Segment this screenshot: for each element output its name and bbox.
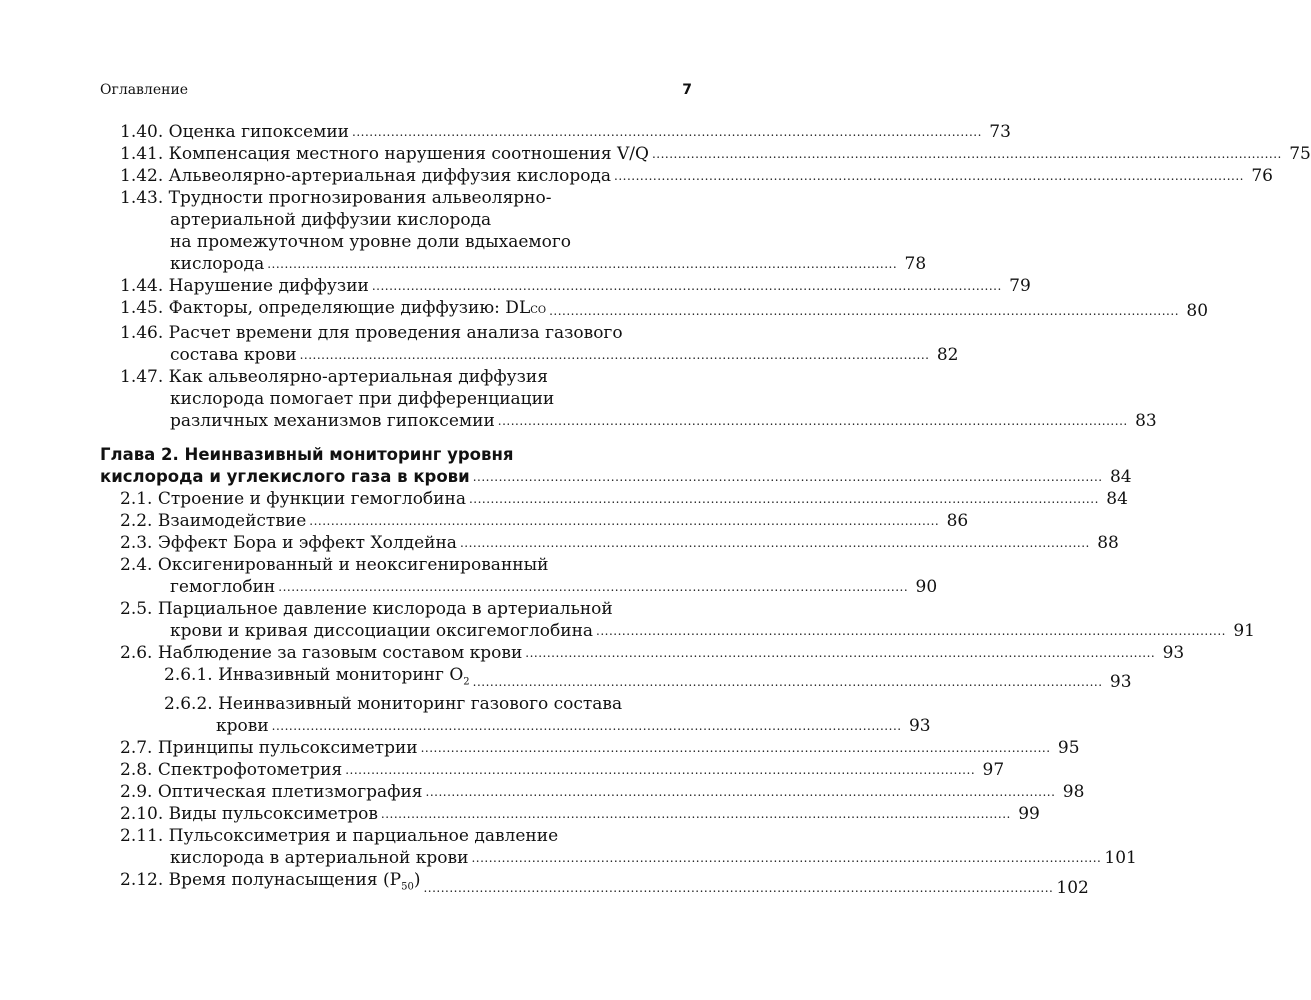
leader-dots: .................................................................................................................................................. <box>651 147 1282 161</box>
leader-dots: .................................................................................................................................................. <box>497 414 1128 428</box>
entry-number: 2.8. <box>120 760 153 781</box>
entry-number: 2.9. <box>120 782 153 803</box>
leader-dots: .................................................................................................................................................. <box>468 492 1099 506</box>
entry-title: Эффект Бора и эффект Холдейна <box>157 533 457 553</box>
toc-entry-1-41[interactable] <box>100 143 1311 165</box>
entry-title-line2: крови и кривая диссоциации оксигемоглобина <box>170 621 594 641</box>
toc-entry-1-43[interactable] <box>100 187 927 275</box>
chapter-title-line1: Глава 2. Неинвазивный мониторинг уровня <box>100 445 514 464</box>
leader-dots: .................................................................................................................................................. <box>352 125 982 139</box>
entry-title-line2: крови <box>216 716 269 737</box>
entry-title-line1: Неинвазивный мониторинг газового состава <box>218 694 623 715</box>
entry-title-line3: различных механизмов гипоксемии <box>170 411 495 431</box>
entry-title: Наблюдение за газовым составом крови <box>157 643 523 663</box>
toc-entry-2-5[interactable] <box>100 598 1255 642</box>
leader-dots: .................................................................................................................................................. <box>271 719 902 734</box>
entry-title-line1: Парциальное давление кислорода в артериальной <box>157 599 613 619</box>
entry-number: 2.5. <box>120 599 153 619</box>
entry-title-line1: Оксигенированный и неоксигенированный <box>157 555 549 575</box>
entry-number: 1.40. <box>120 122 164 142</box>
leader-dots: .................................................................................................................................................. <box>472 675 1103 690</box>
entry-title: Факторы, определяющие диффузию: DL <box>168 298 531 318</box>
running-title: Оглавление <box>100 82 189 98</box>
entry-page: 91 <box>1233 621 1255 641</box>
entry-title: Принципы пульсоксиметрии <box>157 738 418 759</box>
entry-title-line2: состава крови <box>170 345 297 365</box>
entry-number: 1.45. <box>120 298 164 318</box>
entry-page: 97 <box>982 760 1005 781</box>
entry-title: Оптическая плетизмография <box>157 782 423 803</box>
entry-title: Альвеолярно-артериальная диффузия кислорода <box>168 166 612 186</box>
entry-title: Спектрофотометрия <box>157 760 343 781</box>
entry-title-subscript: CO <box>530 305 547 316</box>
entry-page: 76 <box>1251 166 1273 186</box>
entry-number: 2.7. <box>120 738 153 759</box>
toc-entry-2-1[interactable] <box>100 488 1128 510</box>
entry-title: Взаимодействие <box>157 511 307 531</box>
entry-title-line2: кислорода помогает при дифференциации <box>170 389 555 409</box>
table-of-contents <box>100 121 1311 899</box>
entry-title: Инвазивный мониторинг O <box>218 665 464 685</box>
toc-entry-2-6-2[interactable] <box>100 693 931 737</box>
toc-entry-2-10[interactable] <box>100 803 1040 825</box>
entry-page: 83 <box>1135 411 1157 431</box>
leader-dots: .................................................................................................................................................. <box>278 580 909 594</box>
toc-entry-1-47[interactable] <box>100 366 1157 432</box>
leader-dots: .................................................................................................................................................. <box>380 807 1011 822</box>
leader-dots: .................................................................................................................................................. <box>525 646 1156 660</box>
entry-number: 2.6.2. <box>164 694 213 715</box>
leader-dots: .................................................................................................................................................. <box>423 880 1054 895</box>
leader-dots: .................................................................................................................................................. <box>345 763 976 778</box>
entry-title: Компенсация местного нарушения соотношения V/Q <box>168 144 649 164</box>
entry-title-line4: кислорода <box>170 254 265 274</box>
toc-entry-2-6[interactable] <box>100 642 1185 664</box>
entry-title: Строение и функции гемоглобина <box>157 489 466 509</box>
entry-page: 86 <box>946 511 969 531</box>
entry-number: 1.44. <box>120 276 164 296</box>
entry-number: 1.46. <box>120 323 164 343</box>
entry-page: 101 <box>1104 848 1137 869</box>
entry-title-line1: Расчет времени для проведения анализа газового <box>168 323 623 343</box>
entry-page: 90 <box>915 577 938 597</box>
toc-entry-1-46[interactable] <box>100 322 959 366</box>
toc-entry-2-6-1[interactable] <box>100 664 1132 693</box>
entry-page: 99 <box>1018 804 1040 825</box>
entry-page: 78 <box>904 254 927 274</box>
entry-number: 1.43. <box>120 188 164 208</box>
chapter-title-line2: кислорода и углекислого газа в крови <box>100 467 470 486</box>
leader-dots: .................................................................................................................................................. <box>549 304 1180 318</box>
toc-entry-2-8[interactable] <box>100 759 1005 781</box>
toc-chapter-2[interactable] <box>100 444 1132 488</box>
toc-entry-2-4[interactable] <box>100 554 938 598</box>
entry-title-close: ) <box>413 870 421 891</box>
leader-dots: .................................................................................................................................................. <box>596 624 1226 638</box>
toc-entry-1-40[interactable] <box>100 121 1011 143</box>
entry-title-line1: Трудности прогнозирования альвеолярно- <box>168 188 552 208</box>
entry-number: 2.12. <box>120 870 164 891</box>
entry-page: 84 <box>1109 467 1132 487</box>
toc-entry-1-42[interactable] <box>100 165 1273 187</box>
entry-title-line1: Пульсоксиметрия и парциальное давление <box>168 826 559 847</box>
entry-title: Оценка гипоксемии <box>168 122 349 142</box>
entry-page: 95 <box>1057 738 1080 759</box>
leader-dots: .................................................................................................................................................. <box>420 741 1051 756</box>
toc-entry-2-9[interactable] <box>100 781 1085 803</box>
entry-page: 75 <box>1289 144 1311 164</box>
entry-number: 2.6.1. <box>164 665 213 685</box>
entry-page: 80 <box>1186 301 1209 321</box>
entry-number: 2.2. <box>120 511 153 531</box>
entry-page: 84 <box>1106 489 1128 509</box>
entry-page: 93 <box>908 716 931 737</box>
entry-page: 88 <box>1097 533 1119 553</box>
entry-page: 93 <box>1162 643 1185 663</box>
entry-page: 102 <box>1056 877 1089 898</box>
leader-dots: .................................................................................................................................................. <box>309 514 940 528</box>
page-number: 7 <box>682 82 692 98</box>
entry-number: 1.42. <box>120 166 164 186</box>
entry-page: 73 <box>989 122 1011 142</box>
entry-title: Время полунасыщения (P <box>168 870 402 891</box>
toc-entry-2-12[interactable] <box>100 869 1089 898</box>
toc-entry-2-7[interactable] <box>100 737 1080 759</box>
leader-dots: .................................................................................................................................................. <box>371 279 1002 293</box>
entry-number: 2.4. <box>120 555 153 575</box>
leader-dots: .................................................................................................................................................. <box>614 169 1244 183</box>
entry-title-line3: на промежуточном уровне доли вдыхаемого <box>170 232 571 252</box>
entry-number: 2.10. <box>120 804 164 825</box>
toc-entry-1-45[interactable] <box>100 297 1209 322</box>
entry-page: 93 <box>1109 672 1132 693</box>
toc-entry-2-3[interactable] <box>100 532 1119 554</box>
entry-title-line2: гемоглобин <box>170 577 276 597</box>
entry-number: 1.47. <box>120 367 164 387</box>
toc-entry-2-11[interactable] <box>100 825 1137 869</box>
toc-entry-2-2[interactable] <box>100 510 969 532</box>
leader-dots: .................................................................................................................................................. <box>267 257 898 271</box>
entry-title: Виды пульсоксиметров <box>168 804 378 825</box>
entry-page: 82 <box>936 345 959 365</box>
entry-title-line2: артериальной диффузии кислорода <box>170 210 492 230</box>
entry-title-line1: Как альвеолярно-артериальная диффузия <box>168 367 548 387</box>
entry-number: 2.1. <box>120 489 153 509</box>
entry-title-subscript: 2 <box>463 676 470 688</box>
leader-dots: .................................................................................................................................................. <box>472 470 1103 484</box>
entry-page: 98 <box>1062 782 1085 803</box>
entry-number: 2.6. <box>120 643 153 663</box>
entry-title: Нарушение диффузии <box>168 276 369 296</box>
entry-page: 79 <box>1009 276 1031 296</box>
leader-dots: .................................................................................................................................................. <box>425 785 1056 800</box>
entry-title-subscript: 50 <box>401 881 414 893</box>
page-header <box>100 82 692 98</box>
leader-dots: .................................................................................................................................................. <box>471 851 1102 866</box>
entry-number: 2.11. <box>120 826 164 847</box>
entry-number: 2.3. <box>120 533 153 553</box>
leader-dots: .................................................................................................................................................. <box>459 536 1090 550</box>
entry-title-line2: кислорода в артериальной крови <box>170 848 469 869</box>
leader-dots: .................................................................................................................................................. <box>299 348 930 362</box>
toc-entry-1-44[interactable] <box>100 275 1031 297</box>
entry-number: 1.41. <box>120 144 164 164</box>
